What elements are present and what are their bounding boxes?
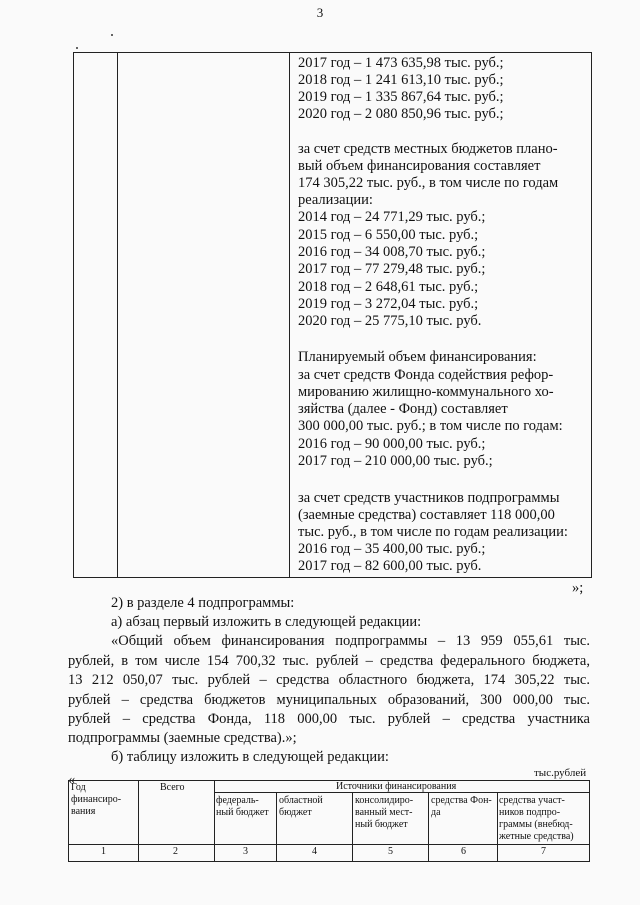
units-label: тыс.рублей <box>534 767 587 779</box>
table1-line: тыс. руб., в том числе по годам реализации: <box>298 524 568 540</box>
section-heading: 2) в разделе 4 подпрограммы: <box>111 595 295 611</box>
table1-right-border <box>591 52 592 578</box>
th-line: ный бюджет <box>216 807 269 818</box>
th-line: бюджет <box>279 807 312 818</box>
quote-line: «Общий объем финансирования подпрограммы – 13 959 055,61 тыс. <box>111 633 590 649</box>
th-local-budget <box>355 795 413 831</box>
table1-divider-1 <box>117 52 118 578</box>
col-number: 3 <box>243 846 248 857</box>
quote-line: 13 212 050,07 тыс. рублей – средства областного бюджета, 174 305,22 тыс. <box>68 672 590 688</box>
item-a: а) абзац первый изложить в следующей редакции: <box>111 614 422 630</box>
th-line: граммы (внебюд- <box>499 819 573 830</box>
table1-line: 2015 год – 6 550,00 тыс. руб.; <box>298 227 479 243</box>
quote-line: рублей – средства Фонда, 118 000,00 тыс. рублей – средства участника <box>68 711 590 727</box>
table1-line: 2019 год – 3 272,04 тыс. руб.; <box>298 296 479 312</box>
table1-line: 2016 год – 90 000,00 тыс. руб.; <box>298 436 486 452</box>
table2-right-border <box>589 780 590 862</box>
scan-speck <box>111 34 113 36</box>
table1-line: Планируемый объем финансирования: <box>298 349 537 365</box>
th-participants <box>499 795 574 843</box>
quote-line: рублей, в том числе 154 700,32 тыс. рублей – средства федерального бюджета, <box>68 653 590 669</box>
table1-line: 2017 год – 210 000,00 тыс. руб.; <box>298 453 493 469</box>
table1-line: 174 305,22 тыс. руб., в том числе по годам <box>298 175 559 191</box>
col-number: 2 <box>173 846 178 857</box>
table1-line: 2019 год – 1 335 867,64 тыс. руб.; <box>298 89 504 105</box>
table1-line: 2016 год – 34 008,70 тыс. руб.; <box>298 244 486 260</box>
table2-divider <box>428 792 429 862</box>
table1-line: 2017 год – 77 279,48 тыс. руб.; <box>298 261 486 277</box>
table1-left-border <box>73 52 74 578</box>
table2-divider <box>276 792 277 862</box>
table1-line: за счет средств Фонда содействия рефор- <box>298 367 554 383</box>
table2-header-bottom <box>68 844 590 845</box>
table1-line: 2017 год – 82 600,00 тыс. руб. <box>298 558 482 574</box>
th-line: жетные средства) <box>499 831 574 842</box>
th-line: федераль- <box>216 795 259 806</box>
table1-line: 2017 год – 1 473 635,98 тыс. руб.; <box>298 55 504 71</box>
table2-divider <box>214 780 215 862</box>
th-regional-budget <box>279 795 323 819</box>
table1-line: 2016 год – 35 400,00 тыс. руб.; <box>298 541 486 557</box>
table1-line: реализации: <box>298 192 373 208</box>
quote-last-line: подпрограммы (заемные средства).»; <box>68 730 297 746</box>
quote-line: рублей – средства бюджетов муниципальных образований, 300 000,00 тыс. <box>68 692 590 708</box>
th-line: ников подпро- <box>499 807 561 818</box>
table1-line: зяйства (далее - Фонд) составляет <box>298 401 508 417</box>
th-year-line: финансиро- <box>71 794 122 805</box>
table1-line: за счет средств местных бюджетов плано- <box>298 141 558 157</box>
table1-line: 300 000,00 тыс. руб.; в том числе по годам: <box>298 418 563 434</box>
table1-line: за счет средств участников подпрограммы <box>298 490 560 506</box>
th-line: ный бюджет <box>355 819 408 830</box>
table2-divider <box>138 780 139 862</box>
scan-speck <box>76 47 78 49</box>
table1-line: вый объем финансирования составляет <box>298 158 541 174</box>
table2-divider <box>497 792 498 862</box>
table1-line: мированию жилищно-коммунального хо- <box>298 384 554 400</box>
col-number: 6 <box>461 846 466 857</box>
table1-line: 2018 год – 2 648,61 тыс. руб.; <box>298 279 479 295</box>
table2-top-border <box>68 780 590 781</box>
th-federal-budget <box>216 795 269 819</box>
page-number: 3 <box>316 5 324 20</box>
table2-left-border <box>68 780 69 862</box>
item-b: б) таблицу изложить в следующей редакции: <box>111 749 389 765</box>
th-fund <box>431 795 492 819</box>
th-line: ванный мест- <box>355 807 413 818</box>
table1-line: 2020 год – 2 080 850,96 тыс. руб.; <box>298 106 504 122</box>
th-line: да <box>431 807 441 818</box>
table1-divider-2 <box>289 52 290 578</box>
closing-quote: »; <box>572 580 584 596</box>
table1-line: 2014 год – 24 771,29 тыс. руб.; <box>298 209 486 225</box>
th-total: Всего <box>160 782 185 793</box>
th-year <box>71 782 121 818</box>
th-line: консолидиро- <box>355 795 414 806</box>
th-line: средства участ- <box>499 795 565 806</box>
table2-divider <box>352 792 353 862</box>
table1-line: 2020 год – 25 775,10 тыс. руб. <box>298 313 482 329</box>
table1-line: (заемные средства) составляет 118 000,00 <box>298 507 555 523</box>
th-line: областной <box>279 795 323 806</box>
th-year-line: Год <box>71 782 86 793</box>
col-number: 5 <box>388 846 393 857</box>
table1-bottom-border <box>73 577 592 578</box>
th-sources: Источники финансирования <box>336 781 457 792</box>
table1-top-border <box>73 52 592 53</box>
table1-line: 2018 год – 1 241 613,10 тыс. руб.; <box>298 72 504 88</box>
th-year-line: вания <box>71 806 96 817</box>
th-line: средства Фон- <box>431 795 492 806</box>
col-number: 7 <box>541 846 546 857</box>
col-number: 4 <box>312 846 317 857</box>
table2-bottom-border <box>68 861 590 862</box>
col-number: 1 <box>101 846 106 857</box>
